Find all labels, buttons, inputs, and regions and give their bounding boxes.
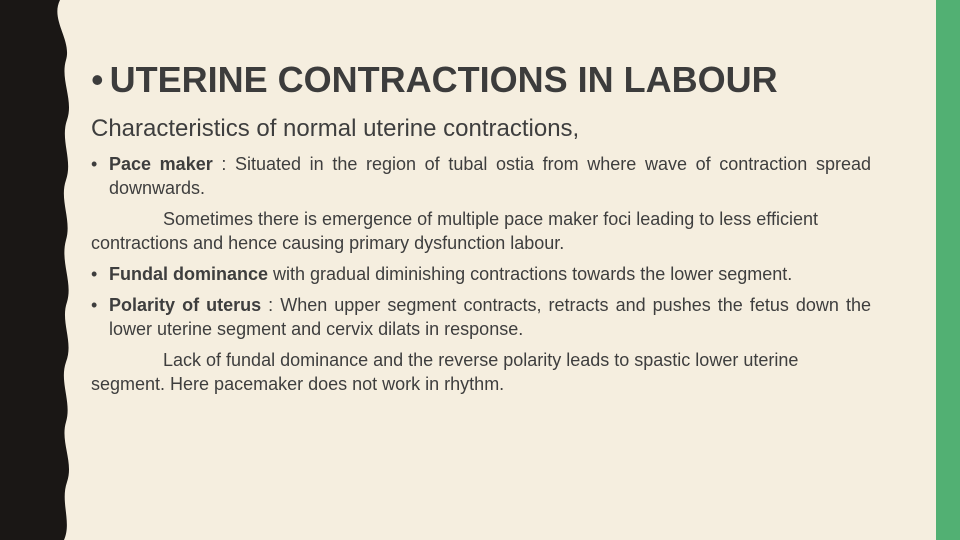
point-text: : Situated in the region of tubal ostia from where wave of contraction spread downwards. [109, 154, 871, 198]
point-text: with gradual diminishing contractions towards the lower segment. [268, 264, 793, 284]
paragraph-multiple-pacemaker: Sometimes there is emergence of multiple pace maker foci leading to less efficient contractions and hence causing primary dysfunction labour. [91, 209, 818, 253]
point-body [109, 293, 871, 341]
paragraph-spastic-segment: Lack of fundal dominance and the reverse polarity leads to spastic lower uterine segment. Here pacemaker does not work in rhythm. [91, 350, 799, 394]
slide-content [91, 0, 881, 540]
slide-title [91, 58, 891, 102]
point-body [109, 152, 871, 200]
accent-bar [936, 0, 960, 540]
point-fundal-dominance [91, 262, 871, 286]
point-text: : When upper segment contracts, retracts and pushes the fetus down the lower uterine segment and cervix dilats in response. [109, 295, 871, 339]
bullet: • [91, 154, 98, 174]
point-body [109, 262, 871, 286]
title-bullet: • [91, 59, 104, 100]
point-term: Polarity of uterus [109, 295, 262, 315]
point-term: Fundal dominance [109, 264, 269, 284]
title-text: UTERINE CONTRACTIONS IN LABOUR [109, 59, 778, 100]
point-term: Pace maker [109, 154, 213, 174]
bullet: • [91, 264, 98, 284]
bullet: • [91, 295, 98, 315]
point-pace-maker [91, 152, 871, 200]
slide-subtitle: Characteristics of normal uterine contractions, [91, 115, 580, 142]
point-polarity-of-uterus [91, 293, 871, 341]
